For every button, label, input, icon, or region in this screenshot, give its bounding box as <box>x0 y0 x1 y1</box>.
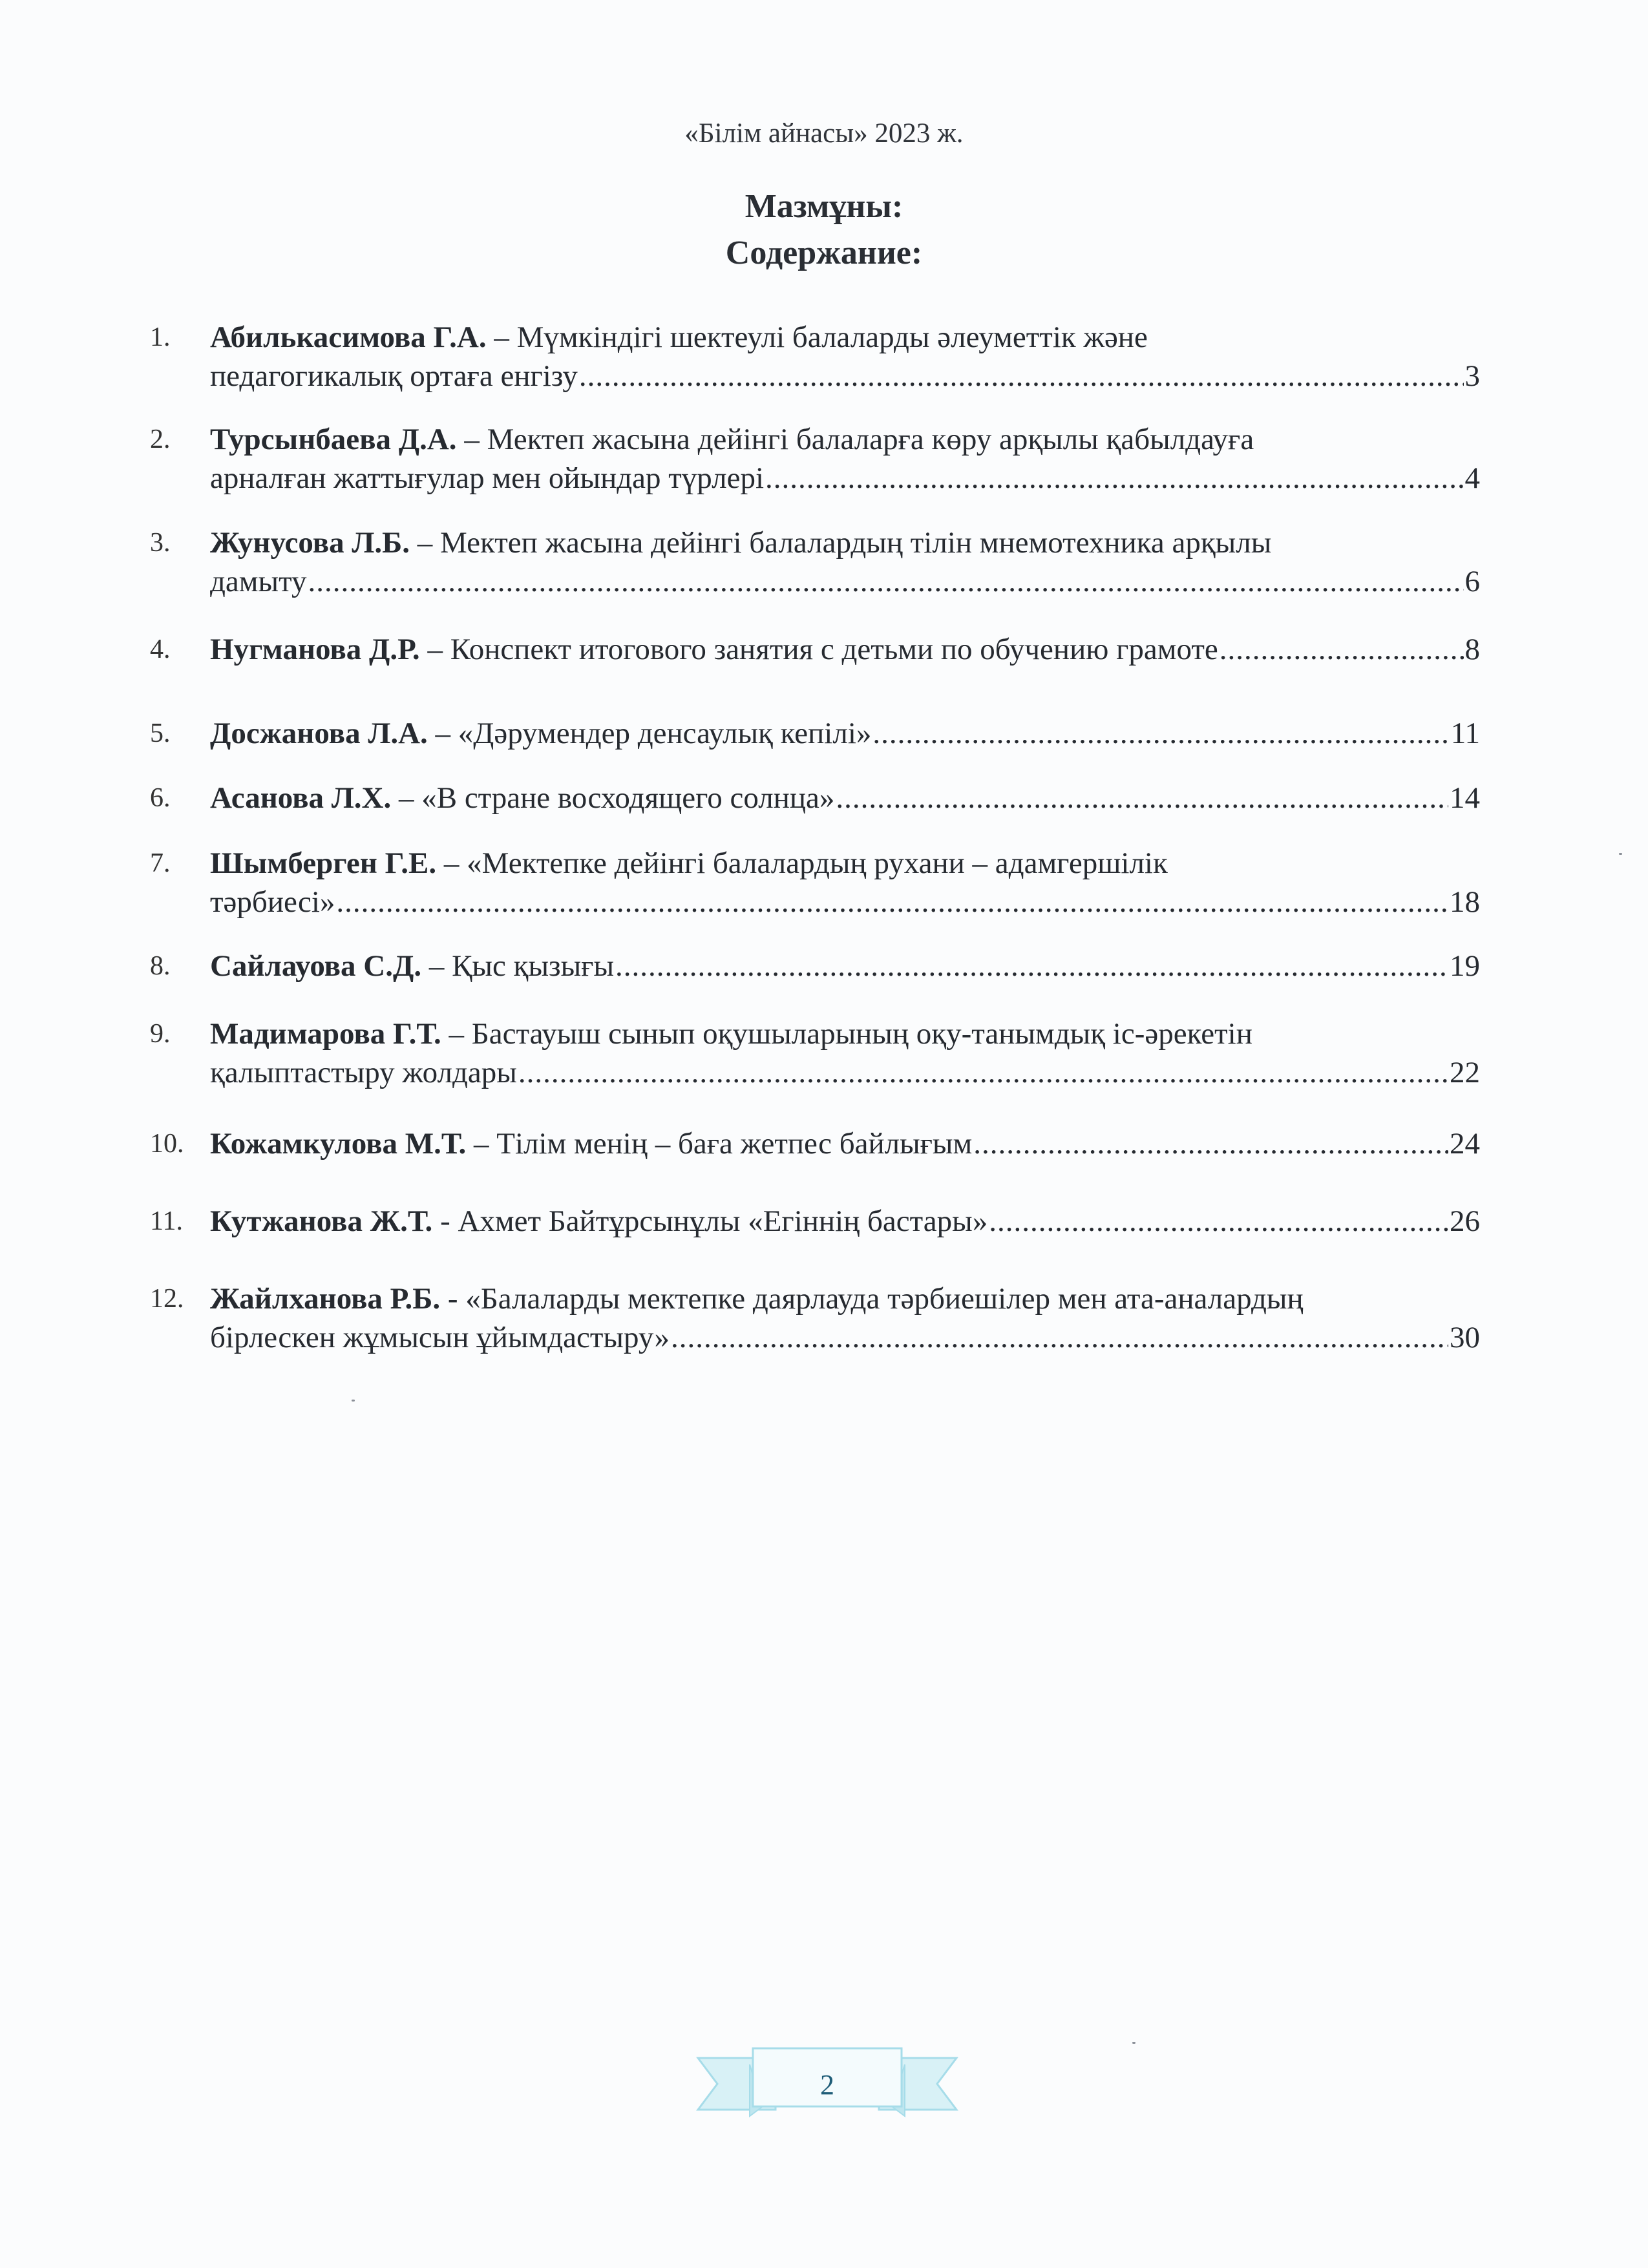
entry-title-part: – Мектеп жасына дейінгі балалардың тілін мнемотехника арқылы <box>417 526 1272 560</box>
page-number: 2 <box>820 2069 834 2101</box>
entry-title-line <box>210 1124 1480 1163</box>
entry-page-number: 14 <box>1450 781 1480 815</box>
entry-page-number: 22 <box>1450 1056 1480 1089</box>
entry-body <box>210 779 1480 817</box>
dot-leader <box>765 459 1463 498</box>
dot-leader <box>518 1053 1448 1092</box>
contents-title-kz: Мазмұны: <box>745 188 903 225</box>
entry-title: дамыту <box>210 565 307 598</box>
entry-number: 2. <box>150 425 171 454</box>
entry-title: қалыптастыру жолдары <box>210 1056 517 1089</box>
scan-speck <box>1619 853 1622 855</box>
journal-header: «Білім айнасы» 2023 ж. <box>684 118 964 149</box>
entry-body <box>210 1279 1480 1357</box>
entry-title-line <box>210 630 1480 669</box>
dot-leader <box>989 1202 1448 1241</box>
entry-body <box>210 630 1480 669</box>
entry-title-part: – Мектеп жасына дейінгі балаларға көру арқылы қабылдауға <box>464 423 1254 456</box>
entry-body <box>210 1124 1480 1163</box>
dot-leader <box>872 714 1449 753</box>
entry-author: Кожамкулова М.Т. <box>210 1127 467 1160</box>
entry-title-line <box>210 562 1480 601</box>
entry-title-part: – Мүмкіндігі шектеулі балаларды әлеуметтік және <box>494 320 1148 354</box>
entry-title: – Тілім менің – баға жетпес байлығым <box>474 1127 973 1160</box>
entry-author: Нугманова Д.Р. <box>210 633 420 666</box>
entry-body <box>210 1202 1480 1241</box>
entry-title-part: – «Мектепке дейінгі балалардың рухани – адамгершілік <box>443 846 1168 880</box>
entry-number: 8. <box>150 951 171 981</box>
dot-leader <box>308 562 1464 601</box>
entry-first-line <box>210 844 1480 883</box>
entry-title: – «В стране восходящего солнца» <box>398 781 835 815</box>
entry-first-line <box>210 523 1480 562</box>
dot-leader <box>615 947 1448 985</box>
entry-number: 1. <box>150 322 171 352</box>
page-number-ribbon <box>685 2045 969 2123</box>
entry-page-number: 8 <box>1464 633 1480 666</box>
entry-author: Досжанова Л.А. <box>210 717 428 750</box>
entry-title-line <box>210 779 1480 817</box>
entry-number: 11. <box>150 1206 183 1236</box>
entry-author: Мадимарова Г.Т. <box>210 1017 441 1051</box>
entry-author: Турсынбаева Д.А. <box>210 423 457 456</box>
entry-title-line <box>210 357 1480 395</box>
dot-leader <box>836 779 1448 817</box>
entry-title-line <box>210 1318 1480 1357</box>
entry-page-number: 18 <box>1450 885 1480 919</box>
entry-title: - Ахмет Байтұрсынұлы «Егіннің бастары» <box>440 1204 988 1238</box>
entry-number: 5. <box>150 719 171 748</box>
entry-author: Шымберген Г.Е. <box>210 846 437 880</box>
entry-author: Кутжанова Ж.Т. <box>210 1204 433 1238</box>
entry-number: 9. <box>150 1019 171 1049</box>
entry-page-number: 26 <box>1450 1204 1480 1238</box>
entry-title-line <box>210 883 1480 921</box>
entry-author: Сайлауова С.Д. <box>210 949 422 983</box>
dot-leader <box>579 357 1464 395</box>
entry-author: Асанова Л.Х. <box>210 781 392 815</box>
entry-author: Жайлханова Р.Б. <box>210 1282 441 1316</box>
entry-number: 4. <box>150 635 171 664</box>
entry-body <box>210 1014 1480 1092</box>
entry-title-part: - «Балаларды мектепке даярлауда тәрбиешілер мен ата-аналардың <box>447 1282 1304 1316</box>
entry-body <box>210 523 1480 601</box>
entry-page-number: 30 <box>1450 1321 1480 1354</box>
entry-title: – «Дәрумендер денсаулық кепілі» <box>435 717 872 750</box>
entry-page-number: 4 <box>1464 461 1480 495</box>
entry-title-line <box>210 459 1480 498</box>
entry-page-number: 24 <box>1450 1127 1480 1160</box>
entry-first-line <box>210 1014 1480 1053</box>
entry-title: – Қыс қызығы <box>428 949 615 983</box>
entry-title: – Конспект итогового занятия с детьми по обучению грамоте <box>427 633 1218 666</box>
entry-first-line <box>210 318 1480 357</box>
entry-body <box>210 947 1480 985</box>
entry-number: 7. <box>150 848 171 878</box>
entry-title-line <box>210 947 1480 985</box>
entry-title-part: – Бастауыш сынып оқушыларының оқу-танымдық іс-әрекетін <box>449 1017 1252 1051</box>
entry-title: арналған жаттығулар мен ойындар түрлері <box>210 461 765 495</box>
entry-title: тәрбиесі» <box>210 885 335 919</box>
contents-title-ru: Содержание: <box>725 235 923 271</box>
dot-leader <box>336 883 1448 921</box>
entry-first-line <box>210 1279 1480 1318</box>
entry-page-number: 6 <box>1464 565 1480 598</box>
entry-title-line <box>210 714 1480 753</box>
entry-number: 12. <box>150 1284 184 1314</box>
entry-page-number: 11 <box>1450 717 1480 750</box>
entry-title-line <box>210 1053 1480 1092</box>
dot-leader <box>671 1318 1448 1357</box>
entry-number: 6. <box>150 783 171 813</box>
entry-body <box>210 420 1480 498</box>
entry-body <box>210 318 1480 395</box>
entry-body <box>210 714 1480 753</box>
entry-number: 3. <box>150 528 171 558</box>
dot-leader <box>973 1124 1448 1163</box>
entry-title: педагогикалық ортаға енгізу <box>210 359 578 393</box>
entry-title: бірлескен жұмысын ұйымдастыру» <box>210 1321 670 1354</box>
entry-page-number: 19 <box>1450 949 1480 983</box>
entry-page-number: 3 <box>1464 359 1480 393</box>
scan-speck <box>352 1400 355 1402</box>
entry-title-line <box>210 1202 1480 1241</box>
entry-body <box>210 844 1480 921</box>
dot-leader <box>1220 630 1464 669</box>
entry-author: Жунусова Л.Б. <box>210 526 410 560</box>
scan-speck <box>1132 2042 1136 2044</box>
entry-first-line <box>210 420 1480 459</box>
entry-number: 10. <box>150 1129 184 1159</box>
entry-author: Абилькасимова Г.А. <box>210 320 487 354</box>
